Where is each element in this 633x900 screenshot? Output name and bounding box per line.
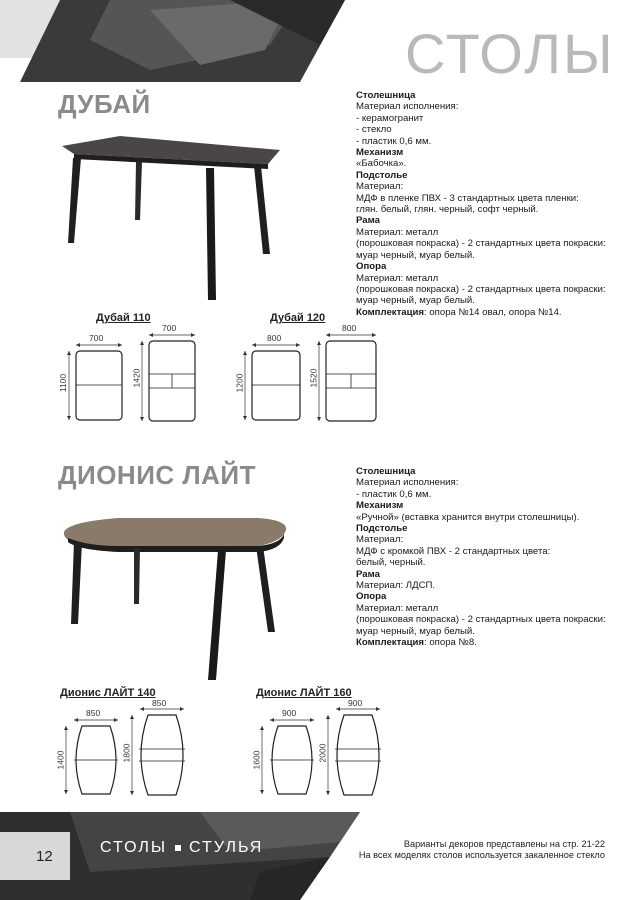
spec-line: Материал: металл (356, 602, 439, 614)
spec-heading: Рама (356, 568, 380, 580)
spec-line: муар черный, муар белый. (356, 249, 475, 261)
spec-heading: Столешница (356, 90, 416, 101)
section-title: СТОЛЫ (405, 22, 615, 85)
spec-heading: Опора (356, 591, 387, 603)
footer-nav (100, 839, 263, 857)
dim-width: 800 (342, 323, 357, 333)
product-title-dionis-lite: ДИОНИС ЛАЙТ (58, 460, 256, 490)
dim-length: 1100 (58, 373, 69, 393)
completeness-label: Комплектация (356, 306, 425, 318)
product-title-dubai: ДУБАЙ (58, 89, 151, 119)
dionis-spec (356, 466, 626, 649)
spec-line: «Бабочка». (356, 158, 407, 170)
footer-note (340, 839, 605, 861)
variant-label-dionis-140: Дионис ЛАЙТ 140 (60, 687, 156, 699)
dim-width: 850 (86, 708, 101, 718)
spec-heading: Механизм (356, 500, 404, 512)
footer-nav-chairs[interactable]: СТУЛЬЯ (189, 839, 264, 856)
spec-line: - керамогранит (356, 112, 424, 124)
footer-note-line: Варианты декоров представлены на стр. 21-22 (403, 839, 605, 849)
spec-line: Материал исполнения: (356, 101, 459, 113)
spec-heading: Опора (356, 261, 387, 273)
dubai-spec (356, 90, 626, 318)
spec-heading: Столешница (356, 466, 416, 477)
dim-width: 700 (162, 323, 177, 333)
spec-line: - пластик 0,6 мм. (356, 135, 432, 147)
spec-line: (порошковая покраска) - 2 стандартных цвета покраски: (356, 238, 606, 250)
dim-width: 900 (282, 708, 297, 718)
dim-width: 900 (348, 698, 363, 708)
spec-line: - стекло (356, 124, 392, 136)
spec-line: Материал: (356, 534, 404, 546)
completeness-label: Комплектация (356, 637, 425, 649)
variant-label-dubai-120: Дубай 120 (270, 312, 326, 324)
footer-note-line: На всех моделях столов используется закаленное стекло (358, 850, 605, 860)
spec-line: Материал: (356, 181, 404, 193)
dubai-120-diagram (232, 318, 382, 430)
dim-length: 1400 (55, 750, 66, 770)
spec-line: (порошковая покраска) - 2 стандартных цвета покраски: (356, 614, 606, 626)
variant-label-dubai-110: Дубай 110 (96, 312, 151, 324)
dim-length: 1600 (251, 750, 262, 770)
footer-nav-tables[interactable]: СТОЛЫ (100, 839, 168, 856)
spec-line: Материал: ЛДСП. (356, 580, 436, 592)
dim-length: 2000 (317, 743, 328, 763)
spec-line: Материал: металл (356, 226, 439, 238)
spec-line: Материал: металл (356, 272, 439, 284)
page-number: 12 (36, 848, 53, 865)
spec-heading: Подстолье (356, 169, 408, 181)
dionis-table-image (58, 512, 290, 682)
spec-line: «Ручной» (вставка хранится внутри столешницы). (356, 511, 580, 523)
spec-line: Материал исполнения: (356, 477, 459, 489)
spec-heading: Механизм (356, 147, 404, 159)
spec-line: муар черный, муар белый. (356, 625, 475, 637)
spec-heading: Подстолье (356, 523, 408, 535)
spec-line: глян. белый, глян. черный, софт черный. (356, 204, 539, 216)
dim-length: 1520 (308, 368, 319, 388)
variant-label-dionis-160: Дионис ЛАЙТ 160 (256, 687, 352, 699)
dim-length: 1800 (121, 743, 132, 763)
dim-length: 1420 (131, 368, 142, 388)
spec-line: белый, черный. (356, 557, 426, 569)
spec-line: МДФ в пленке ПВХ - 3 стандартных цвета пленки: (356, 192, 579, 204)
completeness-value: : опора №14 овал, опора №14. (424, 306, 562, 318)
dim-length: 1200 (234, 373, 245, 393)
spec-line: (порошковая покраска) - 2 стандартных цвета покраски: (356, 283, 606, 295)
dim-width: 800 (267, 333, 282, 343)
spec-line: МДФ с кромкой ПВХ - 2 стандартных цвета: (356, 545, 551, 557)
spec-completeness (356, 637, 626, 648)
dim-width: 850 (152, 698, 167, 708)
completeness-value: : опора №8. (424, 637, 477, 649)
square-separator-icon (175, 845, 181, 851)
spec-completeness (356, 307, 626, 318)
spec-line: - пластик 0,6 мм. (356, 488, 432, 500)
spec-heading: Рама (356, 215, 380, 227)
dubai-table-image (58, 128, 283, 306)
dim-width: 700 (89, 333, 104, 343)
spec-line: муар черный, муар белый. (356, 295, 475, 307)
